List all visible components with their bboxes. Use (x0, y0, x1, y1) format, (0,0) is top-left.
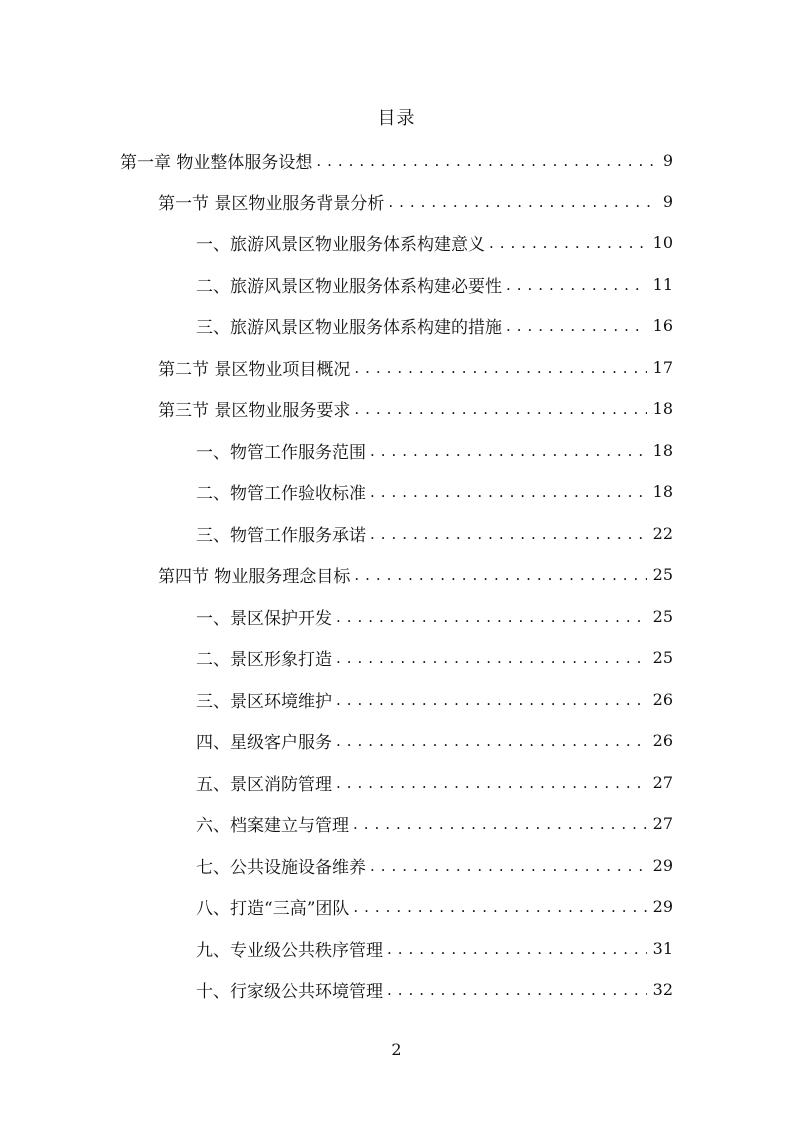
toc-entry-page: 9 (662, 191, 673, 211)
dot-leader (353, 808, 647, 838)
toc-entry-page: 18 (652, 440, 673, 460)
toc-entry-page: 18 (652, 481, 673, 501)
toc-entry-section-3[interactable] (158, 393, 673, 423)
dot-leader (354, 559, 646, 589)
toc-entry-subsection[interactable] (196, 435, 673, 465)
toc-entry-label: 第二节 景区物业项目概况 (158, 359, 351, 380)
dot-leader (370, 850, 647, 880)
toc-entry-page: 11 (652, 274, 673, 294)
toc-entry-subsection[interactable] (196, 642, 673, 672)
toc-entry-page: 27 (652, 813, 673, 833)
toc-entry-page: 32 (652, 979, 673, 999)
toc-entry-subsection[interactable] (196, 269, 673, 299)
toc-entry-page: 26 (652, 730, 673, 750)
toc-entry-subsection[interactable] (196, 850, 673, 880)
dot-leader (387, 933, 647, 963)
dot-leader (336, 767, 647, 797)
dot-leader (336, 684, 647, 714)
toc-entry-page: 17 (652, 357, 673, 377)
toc-entry-subsection[interactable] (196, 974, 673, 1004)
dot-leader (353, 891, 646, 921)
dot-leader (387, 974, 647, 1004)
toc-entry-label: 三、景区环境维护 (196, 691, 332, 712)
toc-entry-label: 七、公共设施设备维养 (196, 857, 366, 878)
toc-entry-page: 29 (652, 896, 673, 916)
toc-entry-label: 五、景区消防管理 (196, 774, 332, 795)
toc-entry-subsection[interactable] (196, 476, 673, 506)
toc-entry-label: 二、物管工作验收标准 (196, 483, 366, 504)
dot-leader (506, 310, 647, 340)
toc-entry-page: 25 (652, 564, 673, 584)
toc-entry-label: 三、旅游风景区物业服务体系构建的措施 (196, 317, 502, 338)
toc-entry-label: 二、旅游风景区物业服务体系构建必要性 (196, 276, 502, 297)
toc-entry-label: 一、旅游风景区物业服务体系构建意义 (196, 234, 485, 255)
toc-entry-subsection[interactable] (196, 725, 673, 755)
toc-entry-label: 第四节 物业服务理念目标 (158, 566, 351, 587)
toc-entry-subsection[interactable] (196, 891, 673, 921)
toc-entry-page: 18 (652, 398, 673, 418)
dot-leader (354, 393, 646, 423)
toc-entry-label: 十、行家级公共环境管理 (196, 981, 383, 1002)
toc-entry-label: 第一节 景区物业服务背景分析 (158, 193, 385, 214)
toc-entry-page: 27 (652, 772, 673, 792)
toc-entry-label: 六、档案建立与管理 (196, 815, 349, 836)
toc-entry-page: 26 (652, 689, 673, 709)
toc-entry-section-2[interactable] (158, 352, 673, 382)
toc-entry-label: 第一章 物业整体服务设想 (120, 152, 313, 173)
toc-entry-page: 25 (652, 606, 673, 626)
toc-entry-subsection[interactable] (196, 518, 673, 548)
toc-entry-label: 一、物管工作服务范围 (196, 442, 366, 463)
toc-entry-section-4[interactable] (158, 559, 673, 589)
dot-leader (316, 145, 656, 175)
toc-entry-page: 10 (652, 232, 673, 252)
dot-leader (506, 269, 647, 299)
dot-leader (370, 476, 647, 506)
dot-leader (354, 352, 646, 382)
toc-title: 目录 (377, 108, 416, 129)
toc-entry-page: 31 (652, 938, 673, 958)
toc-entry-subsection[interactable] (196, 808, 673, 838)
toc-entry-label: 三、物管工作服务承诺 (196, 525, 366, 546)
toc-entry-page: 16 (652, 315, 673, 335)
toc-entry-page: 9 (662, 150, 673, 170)
toc-entry-label: 九、专业级公共秩序管理 (196, 940, 383, 961)
toc-entry-label: 一、景区保护开发 (196, 608, 332, 629)
toc-entry-chapter-1[interactable] (120, 145, 673, 175)
page-number: 2 (391, 1040, 402, 1059)
toc-entry-subsection[interactable] (196, 767, 673, 797)
dot-leader (489, 227, 647, 257)
toc-entry-subsection[interactable] (196, 227, 673, 257)
toc-entry-section-1[interactable] (158, 186, 673, 216)
toc-entry-subsection[interactable] (196, 933, 673, 963)
dot-leader (370, 435, 647, 465)
toc-entry-label: 八、打造“三高”团队 (196, 898, 350, 919)
toc-entry-subsection[interactable] (196, 684, 673, 714)
dot-leader (336, 601, 647, 631)
toc-entry-page: 25 (652, 647, 673, 667)
toc-entry-subsection[interactable] (196, 310, 673, 340)
toc-entry-page: 29 (652, 855, 673, 875)
toc-entry-page: 22 (652, 523, 673, 543)
toc-entry-label: 四、星级客户服务 (196, 732, 332, 753)
dot-leader (370, 518, 647, 548)
dot-leader (336, 725, 647, 755)
toc-entry-subsection[interactable] (196, 601, 673, 631)
toc-entry-label: 二、景区形象打造 (196, 649, 332, 670)
dot-leader (388, 186, 656, 216)
dot-leader (336, 642, 647, 672)
toc-entry-label: 第三节 景区物业服务要求 (158, 400, 351, 421)
